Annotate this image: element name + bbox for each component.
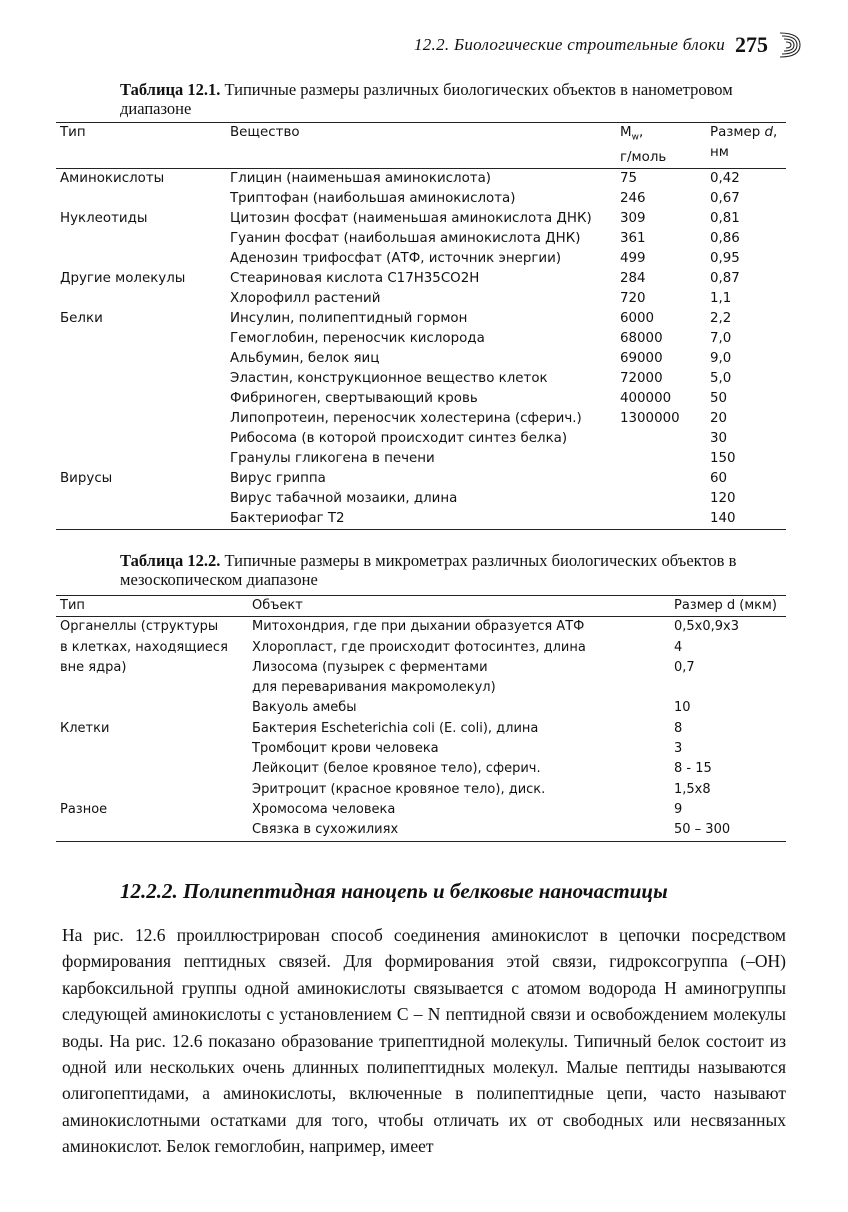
table2-cell (56, 698, 248, 718)
table2-cell: Бактерия Escheterichia coli (E. coli), длина (252, 720, 539, 736)
table1-cell: 0,81 (710, 210, 740, 226)
table1-cell: Другие молекулы (60, 270, 186, 286)
table1-cell (56, 489, 226, 509)
table1-cell (56, 449, 226, 469)
table1-cell: Стеариновая кислота C17H35CO2H (230, 270, 480, 286)
table1-cell: 0,87 (710, 270, 740, 286)
section-title: 12.2.2. Полипептидная наноцепь и белковые наночастицы (120, 879, 668, 903)
body-paragraph: На рис. 12.6 проиллюстрирован способ соединения аминокислот в цепочки посредством формирования пептидных связей. Для формирования этой связи, гидроксогруппа (–OH) карбоксильной группы одной аминокислоты связывается с атомом водорода H аминогруппы следующей аминокислоты с установлением C – N пептидной связи и освобождением молекулы воды. На рис. 12.6 показано образование трипептидной молекулы. Типичный белок состоит из одной или нескольких очень длинных полипептидных молекул. Малые пептиды называются олигопептидами, а аминокислоты, включенные в полипептидные цепи, часто называют аминокислотными остатками для того, чтобы отличать их от свободных или несвязанных аминокислот. Белок гемоглобин, например, имеет (62, 925, 786, 1157)
table1-cell (56, 189, 226, 209)
table2-cell (56, 678, 248, 698)
table1-header-substance: Вещество (226, 123, 616, 169)
table2-cell: 50 – 300 (670, 820, 786, 841)
table1-cell: 150 (710, 450, 736, 466)
table2-cell: Разное (60, 801, 108, 817)
table2-row (56, 820, 786, 841)
table1-cell: 1,1 (710, 290, 732, 306)
table1-cell: Рибосома (в которой происходит синтез белка) (230, 430, 568, 446)
table1-cell: 140 (706, 509, 786, 530)
table2-row (56, 617, 786, 638)
table2-cell: Лизосома (пузырек с ферментами (252, 659, 488, 675)
table1-row (56, 429, 786, 449)
table2-cell: Митохондрия, где при дыхании образуется АТФ (252, 619, 585, 635)
table2-caption (120, 551, 788, 589)
table1-cell: Триптофан (наибольшая аминокислота) (230, 190, 516, 206)
table1-cell: 69000 (620, 350, 663, 366)
table1-cell (56, 429, 226, 449)
table2-cell: 3 (674, 741, 683, 757)
table1-cell: 0,67 (710, 190, 740, 206)
table1-cell: 7,0 (710, 330, 732, 346)
table1-cell (56, 389, 226, 409)
table2-row (56, 780, 786, 800)
table1-header-type: Тип (56, 123, 226, 169)
table2-cell (56, 820, 248, 841)
table1-row (56, 229, 786, 249)
running-title: 12.2. Биологические строительные блоки (413, 35, 725, 54)
table2-cell: 9 (674, 801, 683, 817)
table1-cell: 499 (620, 250, 646, 266)
table1-cell: 20 (710, 410, 728, 426)
table1-cell: Нуклеотиды (60, 210, 148, 226)
table2-cell (56, 739, 248, 759)
table1-cell: 361 (620, 230, 646, 246)
page-number: 275 (735, 32, 768, 57)
table1-row (56, 209, 786, 229)
table2-cell: Эритроцит (красное кровяное тело), диск. (252, 781, 546, 797)
table1-cell: Хлорофилл растений (230, 290, 381, 306)
table1-row (56, 389, 786, 409)
table1-cell (616, 469, 706, 489)
table2-row (56, 678, 786, 698)
table1-cell: 0,42 (710, 170, 740, 186)
table2-row (56, 719, 786, 739)
table1-row (56, 409, 786, 429)
table1-cell: Липопротеин, переносчик холестерина (сферич.) (230, 410, 582, 426)
table2-cell: 4 (674, 639, 683, 655)
table2-cell: Связка в сухожилиях (248, 820, 670, 841)
table1-cell: 2,2 (710, 310, 732, 326)
table1-row (56, 249, 786, 269)
table1-row (56, 369, 786, 389)
table1 (56, 122, 786, 530)
table1-row (56, 168, 786, 189)
table1-cell (56, 369, 226, 389)
table2-cell: Органеллы (структуры (60, 619, 219, 635)
table1-cell: 0,95 (710, 250, 740, 266)
table1-cell: Аминокислоты (60, 170, 165, 186)
table1-caption-label: Таблица 12.1. (120, 80, 221, 99)
table1-cell (56, 349, 226, 369)
table1-cell: Эластин, конструкционное вещество клеток (230, 370, 548, 386)
table2-cell: Лейкоцит (белое кровяное тело), сферич. (252, 761, 541, 777)
table2-cell: 1,5x8 (674, 781, 711, 797)
table2-row (56, 739, 786, 759)
table2-cell: вне ядра) (60, 659, 127, 675)
table2-cell: Клетки (60, 720, 110, 736)
table1-row (56, 289, 786, 309)
running-header (414, 30, 804, 60)
table1-cell: Вирус табачной мозаики, длина (230, 490, 458, 506)
table1-cell (56, 509, 226, 530)
table1-cell: Гуанин фосфат (наибольшая аминокислота ДНК) (230, 230, 581, 246)
table1-cell: 30 (710, 430, 728, 446)
table1-row (56, 509, 786, 530)
table1-row (56, 469, 786, 489)
table1-cell: Гемоглобин, переносчик кислорода (230, 330, 485, 346)
table2-cell: 10 (674, 700, 691, 716)
table1-cell (616, 429, 706, 449)
table2-header-row (56, 596, 786, 617)
table1-cell: Глицин (наименьшая аминокислота) (230, 170, 491, 186)
table2-caption-text: Типичные размеры в микрометрах различных биологических объектов в мезоскопическом диапазоне (120, 551, 737, 589)
table1-caption (120, 80, 788, 118)
table2-row (56, 638, 786, 658)
table1-cell: Фибриноген, свертывающий кровь (230, 390, 478, 406)
table1-cell: Инсулин, полипептидный гормон (230, 310, 468, 326)
page-corner-ornament-icon (778, 30, 804, 60)
table2-row (56, 698, 786, 718)
table1-row (56, 269, 786, 289)
table1-cell: 1300000 (620, 410, 680, 426)
table2-cell (56, 780, 248, 800)
table1-cell: Белки (60, 310, 103, 326)
table2-cell: Вакуоль амебы (252, 700, 357, 716)
table1-cell (56, 249, 226, 269)
table2-cell: Тромбоцит крови человека (252, 741, 439, 757)
table1-cell: Альбумин, белок яиц (230, 350, 380, 366)
table1-row (56, 489, 786, 509)
table2-cell: 0,5x0,9x3 (674, 619, 740, 635)
table2 (56, 595, 786, 842)
table1-cell: Гранулы гликогена в печени (230, 450, 435, 466)
table1-cell: 400000 (620, 390, 672, 406)
table1-row (56, 189, 786, 209)
table2-cell: в клетках, находящиеся (60, 639, 228, 655)
table2-cell: 8 - 15 (674, 761, 712, 777)
table2-cell: Хлоропласт, где происходит фотосинтез, длина (252, 639, 586, 655)
table2-cell: 8 (674, 720, 683, 736)
table1-header-row (56, 123, 786, 169)
table1-cell: 246 (620, 190, 646, 206)
table1-row (56, 309, 786, 329)
table1-cell: 75 (620, 170, 638, 186)
table1-cell (616, 489, 706, 509)
table1-cell: 309 (620, 210, 646, 226)
table1-cell: Цитозин фосфат (наименьшая аминокислота ДНК) (230, 210, 592, 226)
table1-row (56, 349, 786, 369)
table1-cell: 720 (620, 290, 646, 306)
table2-header-object: Объект (248, 596, 670, 617)
table1-header-size: Размер d, нм (706, 123, 786, 169)
table1-cell (616, 449, 706, 469)
table1-cell: 0,86 (710, 230, 740, 246)
table2-header-size: Размер d (мкм) (670, 596, 786, 617)
table1-row (56, 449, 786, 469)
table2-caption-label: Таблица 12.2. (120, 551, 221, 570)
table1-row (56, 329, 786, 349)
table2-cell: Хромосома человека (252, 801, 396, 817)
table1-cell: 68000 (620, 330, 663, 346)
table2-cell: 0,7 (674, 659, 695, 675)
table2-cell (670, 678, 786, 698)
table1-cell (56, 229, 226, 249)
table1-cell: 6000 (620, 310, 655, 326)
table1-cell: 284 (620, 270, 646, 286)
table1-cell (616, 509, 706, 530)
table1-cell: 50 (710, 390, 728, 406)
table1-cell: Вирусы (60, 470, 113, 486)
table1-cell: 72000 (620, 370, 663, 386)
table1-cell: 5,0 (710, 370, 732, 386)
table1-cell: 9,0 (710, 350, 732, 366)
table2-row (56, 800, 786, 820)
table2-row (56, 759, 786, 779)
table2-header-type: Тип (56, 596, 248, 617)
table1-cell: 60 (710, 470, 728, 486)
table1-cell (56, 409, 226, 429)
table2-cell: для переваривания макромолекул) (252, 680, 496, 696)
table1-cell: Вирус гриппа (230, 470, 326, 486)
table2-cell (56, 759, 248, 779)
table1-cell: 120 (710, 490, 736, 506)
table1-cell (56, 329, 226, 349)
table1-header-mw: $M_w$, г/моль (616, 123, 706, 169)
table1-cell: Бактериофаг T2 (226, 509, 616, 530)
table2-row (56, 658, 786, 678)
table1-cell (56, 289, 226, 309)
table1-caption-text: Типичные размеры различных биологических объектов в нанометровом диапазоне (120, 80, 733, 118)
table1-cell: Аденозин трифосфат (АТФ, источник энергии) (230, 250, 562, 266)
